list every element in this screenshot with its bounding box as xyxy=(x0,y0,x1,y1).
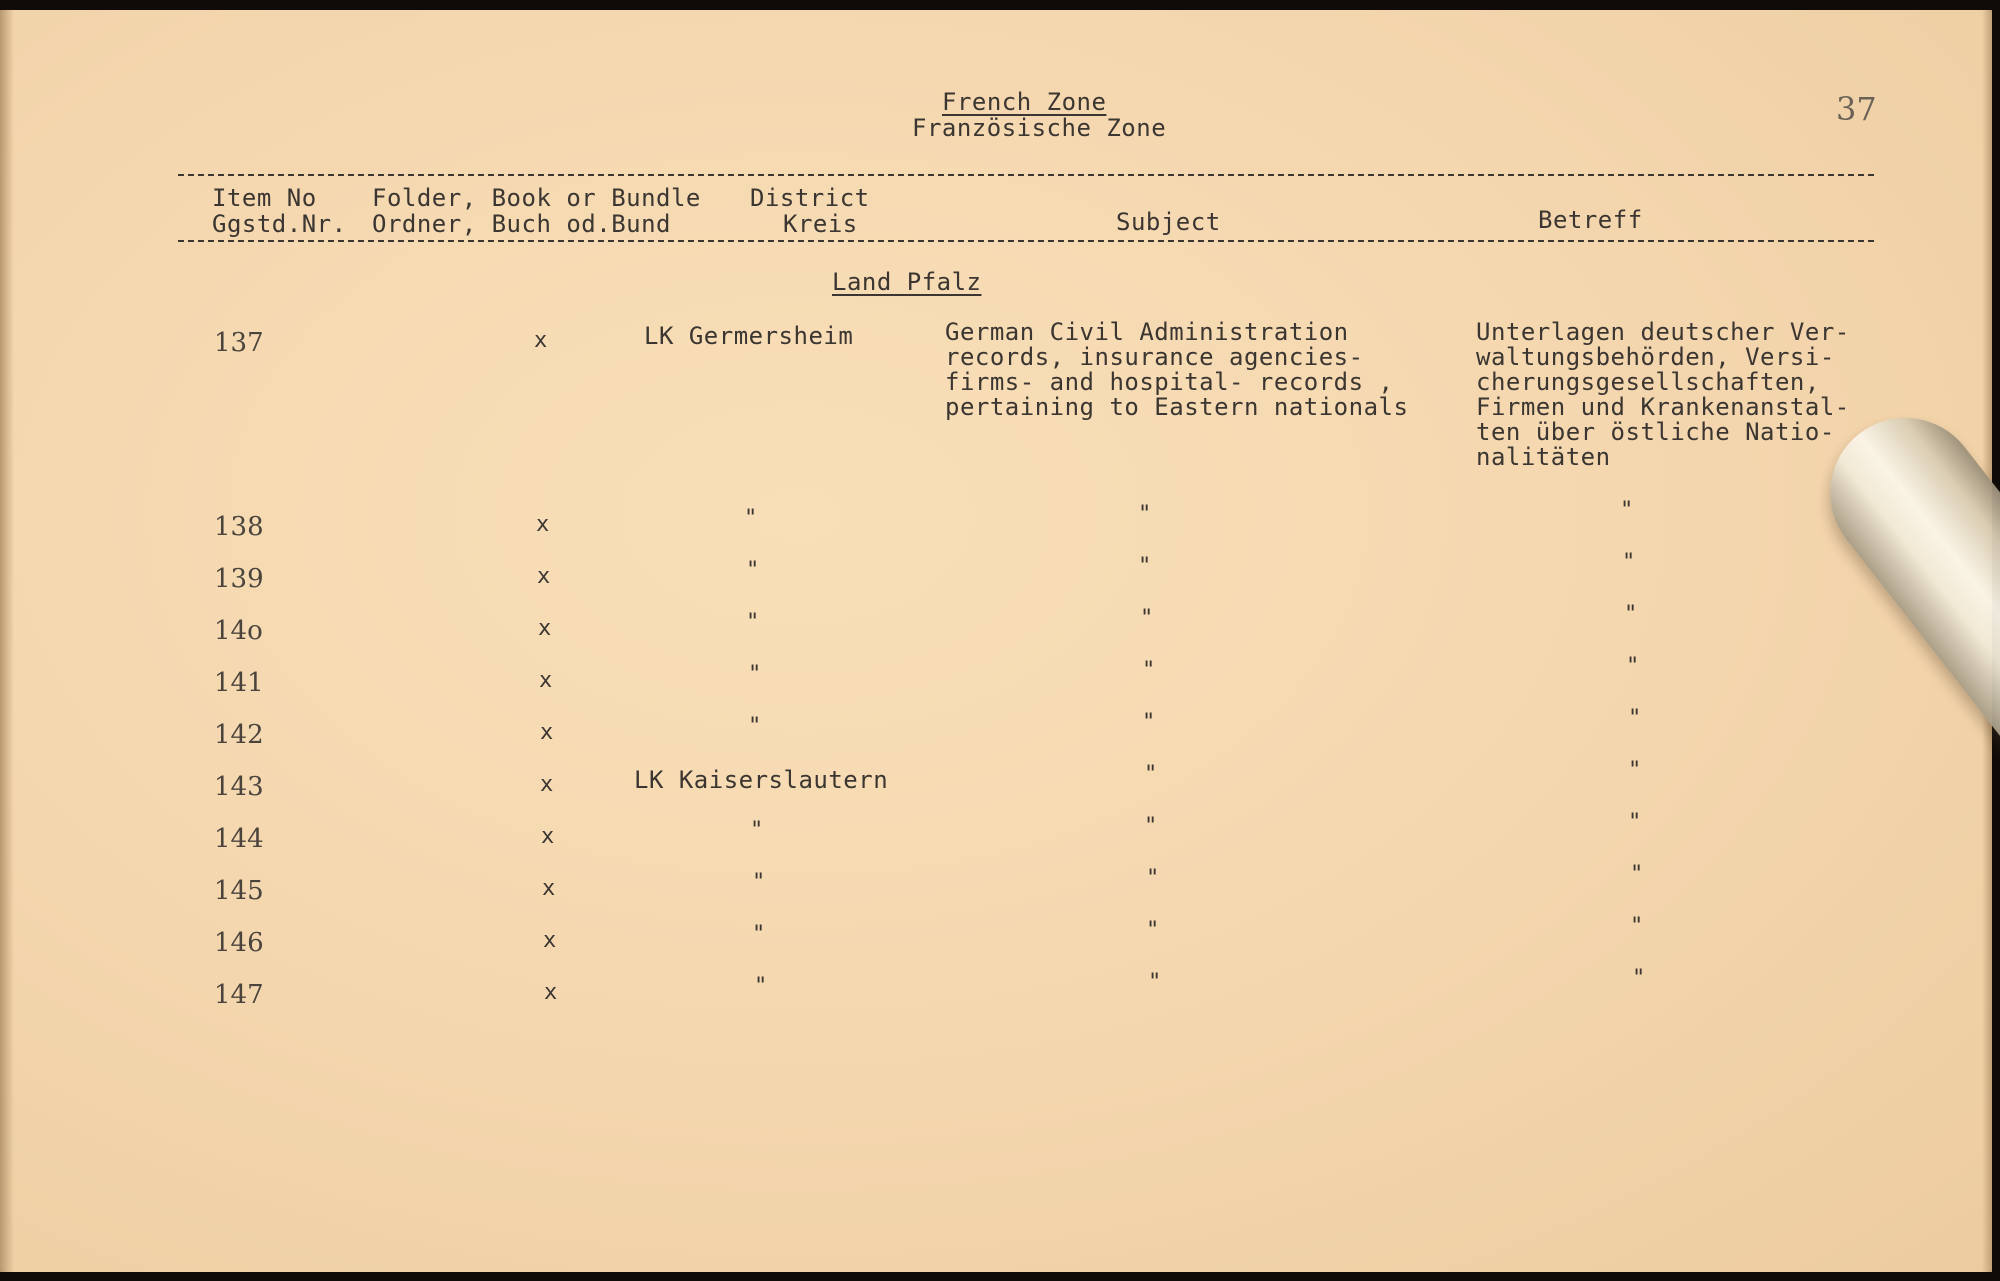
folder-mark: x xyxy=(537,564,551,589)
header-rule xyxy=(178,240,1874,242)
folder-mark: x xyxy=(540,720,554,745)
header-subject: Subject xyxy=(1116,208,1221,236)
district-ditto: " xyxy=(746,558,760,583)
betreff-ditto: " xyxy=(1624,602,1638,627)
subject-ditto: " xyxy=(1144,814,1158,839)
folder-mark: x xyxy=(534,328,548,353)
header-kreis: Kreis xyxy=(783,210,858,238)
title-german: Französische Zone xyxy=(912,114,1167,142)
subject-line: pertaining to Eastern nationals xyxy=(945,393,1409,421)
subject-ditto: " xyxy=(1146,918,1160,943)
item-number: 139 xyxy=(214,564,264,594)
district-ditto: " xyxy=(752,870,766,895)
district-ditto: " xyxy=(748,662,762,687)
top-rule xyxy=(178,174,1874,176)
header-ordner: Ordner, Buch od.Bund xyxy=(372,210,671,238)
page-number: 37 xyxy=(1836,90,1877,128)
header-betreff: Betreff xyxy=(1538,206,1643,234)
subject-ditto: " xyxy=(1142,710,1156,735)
betreff-ditto: " xyxy=(1626,654,1640,679)
subject-line: records, insurance agencies- xyxy=(945,343,1364,371)
folder-mark: x xyxy=(540,772,554,797)
item-number: 141 xyxy=(214,668,264,698)
header-folder: Folder, Book or Bundle xyxy=(372,184,701,212)
betreff-line: ten über östliche Natio- xyxy=(1476,418,1835,446)
subject-ditto: " xyxy=(1144,762,1158,787)
betreff-line: waltungsbehörden, Versi- xyxy=(1476,343,1835,371)
subject-ditto: " xyxy=(1148,970,1162,995)
betreff-ditto: " xyxy=(1628,706,1642,731)
header-item-no: Item No xyxy=(212,184,317,212)
betreff-ditto: " xyxy=(1630,914,1644,939)
district-cell: LK Kaiserslautern xyxy=(634,766,889,794)
page-edge-shadow-left xyxy=(0,10,14,1272)
betreff-ditto: " xyxy=(1628,810,1642,835)
item-number: 145 xyxy=(214,876,264,906)
betreff-ditto: " xyxy=(1620,498,1634,523)
subject-ditto: " xyxy=(1142,658,1156,683)
betreff-line: nalitäten xyxy=(1476,443,1611,471)
betreff-line: Unterlagen deutscher Ver- xyxy=(1476,318,1850,346)
district-ditto: " xyxy=(748,714,762,739)
item-number: 14o xyxy=(214,616,263,646)
folder-mark: x xyxy=(538,616,552,641)
header-ggstd-nr: Ggstd.Nr. xyxy=(212,210,347,238)
subject-line: German Civil Administration xyxy=(945,318,1349,346)
district-ditto: " xyxy=(754,974,768,999)
betreff-line: cherungsgesellschaften, xyxy=(1476,368,1820,396)
item-number: 144 xyxy=(214,824,264,854)
betreff-ditto: " xyxy=(1622,550,1636,575)
subject-line: firms- and hospital- records , xyxy=(945,368,1394,396)
district-ditto: " xyxy=(746,610,760,635)
section-land-pfalz: Land Pfalz xyxy=(832,268,982,296)
item-number: 143 xyxy=(214,772,264,802)
item-number: 146 xyxy=(214,928,264,958)
subject-ditto: " xyxy=(1138,502,1152,527)
title-english: French Zone xyxy=(942,88,1107,116)
header-district: District xyxy=(750,184,870,212)
betreff-line: Firmen und Krankenanstal- xyxy=(1476,393,1850,421)
district-cell: LK Germersheim xyxy=(644,322,854,350)
folder-mark: x xyxy=(542,876,556,901)
item-number: 137 xyxy=(214,328,264,358)
item-number: 147 xyxy=(214,980,264,1010)
betreff-ditto: " xyxy=(1628,758,1642,783)
folder-mark: x xyxy=(541,824,555,849)
item-number: 142 xyxy=(214,720,264,750)
folder-mark: x xyxy=(544,980,558,1005)
district-ditto: " xyxy=(750,818,764,843)
subject-ditto: " xyxy=(1138,554,1152,579)
document-page xyxy=(0,10,1992,1272)
folder-mark: x xyxy=(543,928,557,953)
folder-mark: x xyxy=(539,668,553,693)
district-ditto: " xyxy=(744,506,758,531)
subject-ditto: " xyxy=(1146,866,1160,891)
betreff-ditto: " xyxy=(1632,966,1646,991)
subject-ditto: " xyxy=(1140,606,1154,631)
betreff-ditto: " xyxy=(1630,862,1644,887)
folder-mark: x xyxy=(536,512,550,537)
district-ditto: " xyxy=(752,922,766,947)
item-number: 138 xyxy=(214,512,264,542)
